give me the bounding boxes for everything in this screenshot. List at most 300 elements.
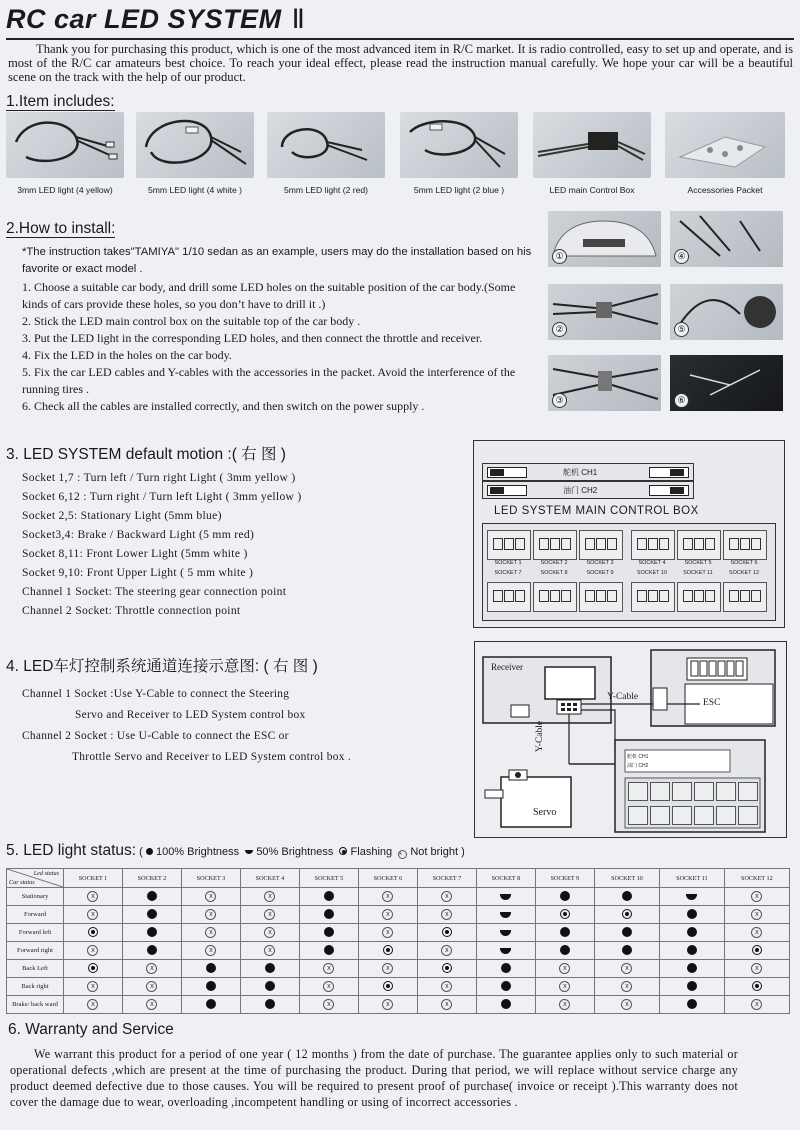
not-bright-icon: x — [559, 963, 570, 974]
full-brightness-icon — [146, 848, 153, 855]
status-column-header: SOCKET 6 — [358, 869, 417, 888]
status-cell — [660, 996, 725, 1014]
status-cell — [299, 978, 358, 996]
item-caption: 5mm LED light (4 white ) — [147, 185, 243, 195]
status-cell — [299, 960, 358, 978]
socket-connector — [579, 530, 623, 560]
status-cell — [594, 942, 659, 960]
socket-label: SOCKET 12 — [728, 570, 760, 576]
status-cell — [122, 888, 181, 906]
motion-line: Channel 2 Socket: Throttle connection point — [22, 604, 241, 617]
socket-connector — [723, 582, 767, 612]
install-photo: ② — [548, 284, 661, 340]
socket-connector — [631, 582, 675, 612]
switch-icon — [487, 485, 527, 496]
flashing-icon — [383, 945, 393, 955]
status-cell — [535, 996, 594, 1014]
full-brightness-icon — [206, 981, 216, 991]
socket-label: SOCKET 11 — [683, 570, 713, 576]
mini-socket — [650, 782, 670, 801]
status-cell — [535, 888, 594, 906]
full-brightness-icon — [265, 981, 275, 991]
full-brightness-icon — [687, 963, 697, 973]
status-row-label: Forward — [7, 906, 64, 924]
half-brightness-icon — [500, 948, 511, 954]
status-cell — [417, 942, 476, 960]
status-cell — [660, 924, 725, 942]
item-caption: 5mm LED light (2 blue ) — [413, 185, 505, 195]
flashing-icon — [442, 927, 452, 937]
status-row — [7, 960, 790, 978]
status-column-header: SOCKET 8 — [476, 869, 535, 888]
status-row — [7, 888, 790, 906]
status-cell — [660, 978, 725, 996]
status-cell — [122, 942, 181, 960]
esc-label: ESC — [703, 698, 721, 708]
not-bright-icon: x — [146, 981, 157, 992]
flashing-icon — [442, 963, 452, 973]
mini-ch1-label: 舵机 CH1 — [627, 754, 649, 760]
full-brightness-icon — [687, 945, 697, 955]
full-brightness-icon — [687, 909, 697, 919]
section-channels-heading: 4. LED车灯控制系统通道连接示意图: ( 右 图 ) — [6, 658, 318, 675]
status-row-label: Back Left — [7, 960, 64, 978]
not-bright-icon: x — [323, 999, 334, 1010]
item-caption: 3mm LED light (4 yellow) — [17, 185, 113, 195]
status-row — [7, 978, 790, 996]
install-photo: ⑤ — [670, 284, 783, 340]
status-row — [7, 996, 790, 1014]
status-cell — [724, 906, 789, 924]
status-cell — [122, 978, 181, 996]
status-cell — [122, 996, 181, 1014]
status-cell — [299, 996, 358, 1014]
item-control-box — [533, 112, 651, 195]
install-step: 4. Fix the LED in the holes on the car body. — [22, 348, 232, 362]
status-cell — [417, 978, 476, 996]
title-divider — [6, 38, 794, 40]
status-cell — [660, 906, 725, 924]
status-cell — [724, 942, 789, 960]
status-cell — [240, 924, 299, 942]
motion-line: Socket 6,12 : Turn right / Turn left Light ( 3mm yellow ) — [22, 490, 302, 503]
full-brightness-icon — [265, 999, 275, 1009]
status-cell — [535, 960, 594, 978]
socket-connector — [677, 582, 721, 612]
status-cell — [299, 924, 358, 942]
status-cell — [358, 942, 417, 960]
status-row-label: Stationary — [7, 888, 64, 906]
not-bright-icon: x — [559, 981, 570, 992]
socket-panel — [482, 523, 776, 621]
status-cell — [594, 996, 659, 1014]
status-table — [6, 868, 790, 1014]
status-cell — [417, 888, 476, 906]
status-cell — [299, 942, 358, 960]
channel-1-row: 舵机 CH1 — [482, 463, 694, 481]
status-cell — [64, 906, 123, 924]
status-cell — [476, 924, 535, 942]
status-cell — [358, 924, 417, 942]
status-column-header: SOCKET 7 — [417, 869, 476, 888]
socket-connector — [631, 530, 675, 560]
status-cell — [724, 996, 789, 1014]
full-brightness-icon — [147, 909, 157, 919]
status-cell — [417, 960, 476, 978]
section-warranty-heading: 6. Warranty and Service — [8, 1021, 174, 1038]
full-brightness-icon — [501, 981, 511, 991]
status-cell — [181, 996, 240, 1014]
not-bright-icon: x — [264, 927, 275, 938]
status-body — [7, 888, 790, 1014]
status-cell — [476, 906, 535, 924]
full-brightness-icon — [560, 945, 570, 955]
half-brightness-icon — [686, 894, 697, 900]
not-bright-icon: x — [382, 909, 393, 920]
socket-label: SOCKET 1 — [494, 560, 522, 566]
cable-led-icon — [267, 112, 385, 178]
socket-label: SOCKET 4 — [638, 560, 666, 566]
status-column-header: SOCKET 1 — [64, 869, 123, 888]
not-bright-icon: x — [87, 909, 98, 920]
status-column-header: SOCKET 10 — [594, 869, 659, 888]
not-bright-icon: x — [205, 909, 216, 920]
title-roman: Ⅱ — [291, 4, 306, 34]
channel-instructions: Channel 1 Socket :Use Y-Cable to connect the Steering Servo and Receiver to LED System control box Channel 2 Socket : Use U-Cable to connect the ESC or Throttle Servo and Receiver to LED System control box . — [22, 688, 352, 763]
status-cell — [181, 960, 240, 978]
full-brightness-icon — [622, 891, 632, 901]
mini-socket — [694, 806, 714, 825]
status-cell — [476, 942, 535, 960]
mini-socket-panel — [625, 778, 760, 828]
status-cell — [358, 960, 417, 978]
half-brightness-icon — [500, 894, 511, 900]
motion-line: Socket 8,11: Front Lower Light (5mm white ) — [22, 547, 248, 560]
item-caption: LED main Control Box — [549, 185, 635, 195]
full-brightness-icon — [501, 963, 511, 973]
status-cell — [660, 960, 725, 978]
not-bright-icon: x — [441, 909, 452, 920]
not-bright-icon: x — [264, 891, 275, 902]
status-column-header: SOCKET 3 — [181, 869, 240, 888]
not-bright-icon: x — [87, 981, 98, 992]
not-bright-icon: x — [205, 891, 216, 902]
status-cell — [724, 888, 789, 906]
mini-socket — [716, 806, 736, 825]
status-cell — [181, 924, 240, 942]
socket-label: SOCKET 3 — [586, 560, 614, 566]
status-cell — [181, 888, 240, 906]
flashing-icon — [560, 909, 570, 919]
not-bright-icon: x — [264, 945, 275, 956]
status-cell — [299, 906, 358, 924]
full-brightness-icon — [560, 891, 570, 901]
status-cell — [417, 906, 476, 924]
status-cell — [476, 888, 535, 906]
mini-socket — [738, 782, 758, 801]
full-brightness-icon — [324, 891, 334, 901]
status-row-label: Forward left — [7, 924, 64, 942]
full-brightness-icon — [622, 927, 632, 937]
not-bright-icon: x — [87, 945, 98, 956]
intro-paragraph: Thank you for purchasing this product, which is one of the most advanced item in R/C market. It is radio controlled, easy to set up and operate, and is most of the R/C car amateurs best choice. To reach your ideal effect, please read the instruction manual carefully. We hope your car will be a beautiful scene on the track with the help of our product. — [8, 42, 793, 84]
not-bright-icon: x — [87, 999, 98, 1010]
title-text: RC car LED SYSTEM — [6, 4, 282, 34]
item-accessories — [665, 112, 785, 195]
status-row-label: Forward right — [7, 942, 64, 960]
status-cell — [240, 906, 299, 924]
not-bright-icon: x — [382, 927, 393, 938]
status-cell — [240, 960, 299, 978]
status-cell — [358, 906, 417, 924]
full-brightness-icon — [147, 927, 157, 937]
status-cell — [358, 978, 417, 996]
full-brightness-icon — [324, 945, 334, 955]
section-motion-heading: 3. LED SYSTEM default motion :( 右 图 ) — [6, 446, 286, 463]
motion-line: Socket 9,10: Front Upper Light ( 5 mm white ) — [22, 566, 254, 579]
accessories-icon — [665, 112, 785, 178]
ycable-label-vertical: Y-Cable — [535, 720, 545, 752]
not-bright-icon: x — [205, 927, 216, 938]
status-cell — [64, 888, 123, 906]
half-brightness-icon — [500, 912, 511, 918]
section-status-heading: 5. LED light status: — [6, 842, 137, 859]
status-cell — [240, 888, 299, 906]
install-step: 3. Put the LED light in the corresponding LED holes, and then connect the throttle and receiver. — [22, 331, 483, 345]
mini-socket — [694, 782, 714, 801]
install-step: 6. Check all the cables are installed correctly, and then switch on the power supply . — [22, 399, 425, 413]
section-install-heading: 2.How to install: — [6, 220, 116, 237]
status-row — [7, 942, 790, 960]
not-bright-icon: x — [205, 945, 216, 956]
not-bright-icon: x — [398, 850, 407, 859]
status-cell — [417, 924, 476, 942]
full-brightness-icon — [501, 999, 511, 1009]
not-bright-icon: x — [621, 963, 632, 974]
item-photo — [400, 112, 518, 178]
socket-label: SOCKET 7 — [494, 570, 522, 576]
status-cell — [64, 978, 123, 996]
socket-connector — [579, 582, 623, 612]
ycable-label-horizontal: Y-Cable — [607, 692, 639, 702]
install-note: *The instruction takes"TAMIYA" 1/10 sedan as an example, users may do the installation based on his favorite or exact model . — [22, 246, 532, 275]
receiver-label: Receiver — [491, 662, 523, 672]
install-step: 5. Fix the car LED cables and Y-cables with the accessories in the packet. Avoid the interference of the running tires . — [22, 365, 516, 396]
install-photo: ⑥ — [670, 355, 783, 411]
mini-socket — [628, 782, 648, 801]
cable-led-icon — [6, 112, 124, 178]
switch-icon — [487, 467, 527, 478]
status-cell — [476, 960, 535, 978]
item-5mm-white — [136, 112, 254, 195]
socket-label: SOCKET 9 — [586, 570, 614, 576]
switch-icon — [649, 485, 689, 496]
status-cell — [724, 924, 789, 942]
half-brightness-icon — [500, 930, 511, 936]
flashing-icon — [622, 909, 632, 919]
install-photo: ③ — [548, 355, 661, 411]
status-header-row — [7, 869, 790, 888]
page-title — [6, 4, 305, 35]
status-cell — [724, 978, 789, 996]
flashing-icon — [752, 981, 762, 991]
full-brightness-icon — [687, 981, 697, 991]
mini-socket — [672, 782, 692, 801]
full-brightness-icon — [147, 945, 157, 955]
full-brightness-icon — [687, 927, 697, 937]
socket-connector — [723, 530, 767, 560]
status-cell — [660, 888, 725, 906]
half-brightness-icon — [245, 850, 253, 854]
status-column-header: SOCKET 11 — [660, 869, 725, 888]
not-bright-icon: x — [621, 981, 632, 992]
full-brightness-icon — [687, 999, 697, 1009]
not-bright-icon: x — [441, 945, 452, 956]
servo-label: Servo — [533, 807, 557, 818]
not-bright-icon: x — [87, 891, 98, 902]
install-steps — [22, 279, 542, 415]
socket-connector — [533, 530, 577, 560]
item-caption: Accessories Packet — [687, 185, 763, 195]
motion-line: Socket 2,5: Stationary Light (5mm blue) — [22, 509, 222, 522]
not-bright-icon: x — [441, 981, 452, 992]
status-cell — [358, 996, 417, 1014]
status-cell — [122, 960, 181, 978]
full-brightness-icon — [560, 927, 570, 937]
status-cell — [240, 978, 299, 996]
not-bright-icon: x — [146, 999, 157, 1010]
not-bright-icon: x — [441, 999, 452, 1010]
item-5mm-blue — [400, 112, 518, 195]
item-3mm-yellow — [6, 112, 124, 195]
status-cell — [181, 906, 240, 924]
socket-connector — [533, 582, 577, 612]
warranty-text: We warrant this product for a period of one year ( 12 months ) from the date of purchase. The guarantee applies only to such material or operational defects ,which are present at the time of purchasing the product. During that period, we will replace without service charge any product deemed defective due to those causes. You will be required to present proof of purchase( invoice or receipt ).This warranty does not cover the damage due to wear, overloading ,incompetent handling or using of incorrect accessories . — [10, 1047, 738, 1109]
status-cell — [299, 888, 358, 906]
socket-label: SOCKET 2 — [540, 560, 568, 566]
status-cell — [594, 906, 659, 924]
motion-line: Channel 1 Socket: The steering gear connection point — [22, 585, 287, 598]
not-bright-icon: x — [382, 891, 393, 902]
status-cell — [64, 996, 123, 1014]
status-row-label: Brake/ back ward — [7, 996, 64, 1014]
item-photo — [533, 112, 651, 178]
status-cell — [594, 960, 659, 978]
socket-label: SOCKET 5 — [684, 560, 712, 566]
socket-label: SOCKET 10 — [636, 570, 668, 576]
socket-connector — [677, 530, 721, 560]
mini-socket — [738, 806, 758, 825]
socket-connector — [487, 582, 531, 612]
status-cell — [64, 942, 123, 960]
not-bright-icon: x — [751, 999, 762, 1010]
status-cell — [122, 924, 181, 942]
status-cell — [594, 888, 659, 906]
not-bright-icon: x — [382, 963, 393, 974]
not-bright-icon: x — [441, 891, 452, 902]
control-box-title: LED SYSTEM MAIN CONTROL BOX — [494, 505, 699, 517]
status-cell — [181, 978, 240, 996]
status-cell — [535, 906, 594, 924]
install-photo: ④ — [670, 211, 783, 267]
control-box-diagram — [473, 440, 785, 628]
motion-line: Socket 1,7 : Turn left / Turn right Light ( 3mm yellow ) — [22, 471, 296, 484]
not-bright-icon: x — [323, 963, 334, 974]
motion-list — [22, 468, 302, 620]
status-cell — [358, 888, 417, 906]
item-photo — [136, 112, 254, 178]
status-cell — [64, 960, 123, 978]
channel-2-row: 油门 CH2 — [482, 481, 694, 499]
install-step: 2. Stick the LED main control box on the suitable top of the car body . — [22, 314, 361, 328]
status-cell — [535, 978, 594, 996]
status-column-header: SOCKET 9 — [535, 869, 594, 888]
flashing-icon — [88, 927, 98, 937]
status-row — [7, 906, 790, 924]
flashing-icon — [752, 945, 762, 955]
status-cell — [724, 960, 789, 978]
status-legend: 5. LED light status: ( 100% Brightness 50% Brightness Flashing x Not bright ) — [6, 842, 465, 859]
motion-line: Socket3,4: Brake / Backward Light (5 mm red) — [22, 528, 255, 541]
install-photo: ① — [548, 211, 661, 267]
status-cell — [535, 942, 594, 960]
corner-cell: Led status Car status — [7, 869, 64, 888]
socket-label: SOCKET 6 — [730, 560, 758, 566]
mini-ch2-label: 油门 CH2 — [627, 763, 649, 769]
full-brightness-icon — [265, 963, 275, 973]
status-column-header: SOCKET 12 — [724, 869, 789, 888]
mini-socket — [672, 806, 692, 825]
not-bright-icon: x — [146, 963, 157, 974]
install-instructions — [22, 244, 542, 415]
status-cell — [417, 996, 476, 1014]
item-5mm-red — [267, 112, 385, 195]
not-bright-icon: x — [751, 891, 762, 902]
status-cell — [181, 942, 240, 960]
status-column-header: SOCKET 4 — [240, 869, 299, 888]
not-bright-icon: x — [323, 981, 334, 992]
flashing-icon — [383, 981, 393, 991]
not-bright-icon: x — [382, 999, 393, 1010]
status-cell — [240, 996, 299, 1014]
status-column-header: SOCKET 2 — [122, 869, 181, 888]
not-bright-icon: x — [751, 909, 762, 920]
install-step: 1. Choose a suitable car body, and drill some LED holes on the suitable position of the car body.(Some kinds of cars provide these holes, so you don’t have to drill it .) — [22, 280, 516, 311]
mini-socket — [716, 782, 736, 801]
status-cell — [476, 978, 535, 996]
status-cell — [64, 924, 123, 942]
status-column-header: SOCKET 5 — [299, 869, 358, 888]
full-brightness-icon — [622, 945, 632, 955]
not-bright-icon: x — [264, 909, 275, 920]
status-row-label: Back right — [7, 978, 64, 996]
not-bright-icon: x — [751, 963, 762, 974]
status-cell — [240, 942, 299, 960]
item-photo — [665, 112, 785, 178]
item-caption: 5mm LED light (2 red) — [283, 185, 369, 195]
status-cell — [122, 906, 181, 924]
full-brightness-icon — [147, 891, 157, 901]
not-bright-icon: x — [621, 999, 632, 1010]
status-cell — [594, 924, 659, 942]
socket-connector — [487, 530, 531, 560]
item-photo — [267, 112, 385, 178]
status-cell — [594, 978, 659, 996]
control-box-icon — [533, 112, 651, 178]
item-photo — [6, 112, 124, 178]
status-cell — [535, 924, 594, 942]
status-row — [7, 924, 790, 942]
